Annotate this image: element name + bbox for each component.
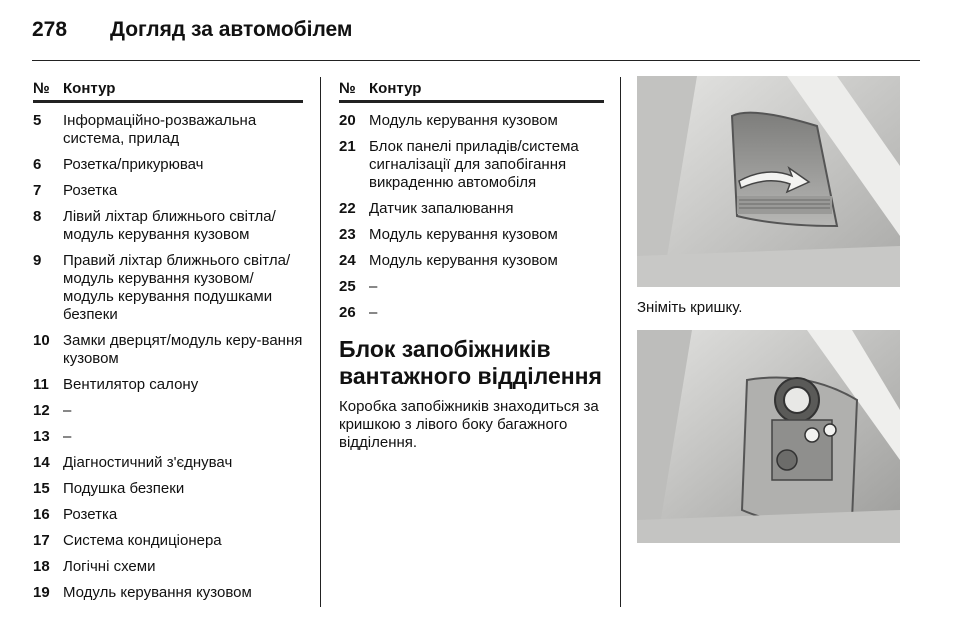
page-header — [32, 18, 352, 58]
fuse-table-1 — [33, 80, 303, 610]
circuit-name: Інформаційно-розважальна система, прилад — [63, 112, 257, 147]
fuse-number: 25 — [339, 278, 356, 295]
cargo-cover-illustration — [637, 76, 900, 287]
fuse-number: 13 — [33, 428, 50, 445]
table-row — [339, 252, 604, 270]
fuse-number: 9 — [33, 252, 42, 269]
fuse-number: 12 — [33, 402, 50, 419]
table-row — [33, 428, 303, 446]
circuit-name: Лівий ліхтар ближнього світла/модуль керування кузовом — [63, 208, 276, 243]
fuse-box-photo — [637, 330, 900, 543]
circuit-name: Діагностичний з'єднувач — [63, 454, 233, 471]
circuit-name: Розетка — [63, 506, 118, 523]
fuse-number: 17 — [33, 532, 50, 549]
column-header-number: № — [33, 80, 50, 97]
table-row — [33, 584, 303, 602]
fuse-table-2 — [339, 80, 604, 452]
page-title: Догляд за автомобілем — [110, 18, 353, 41]
fuse-number: 16 — [33, 506, 50, 523]
cargo-cover-photo — [637, 76, 900, 287]
table-row — [33, 112, 303, 148]
column-header-circuit: Контур — [369, 80, 422, 97]
table-header — [33, 80, 303, 103]
table-row — [33, 402, 303, 420]
column-header-number: № — [339, 80, 356, 97]
fuse-number: 5 — [33, 112, 42, 129]
table-row — [33, 156, 303, 174]
circuit-name: – — [63, 428, 72, 445]
table-row — [33, 506, 303, 524]
circuit-name: Модуль керування кузовом — [63, 584, 252, 601]
figure-caption: Зніміть кришку. — [637, 299, 743, 316]
fuse-number: 23 — [339, 226, 356, 243]
circuit-name: Датчик запалювання — [369, 200, 514, 217]
table-row — [339, 278, 604, 296]
fuse-number: 21 — [339, 138, 356, 155]
circuit-name: Система кондиціонера — [63, 532, 222, 549]
fuse-number: 20 — [339, 112, 356, 129]
circuit-name: Блок панелі приладів/система сигналізації для запобігання викраденню автомобіля — [369, 138, 579, 191]
circuit-name: – — [369, 278, 378, 295]
fuse-number: 10 — [33, 332, 50, 349]
table-row — [33, 480, 303, 498]
table-row — [339, 112, 604, 130]
column-header-circuit: Контур — [63, 80, 116, 97]
table-header — [339, 80, 604, 103]
section-title: Блок запобіжників вантажного відділення — [339, 336, 602, 389]
table-row — [339, 200, 604, 218]
circuit-name: Логічні схеми — [63, 558, 156, 575]
table-row — [33, 376, 303, 394]
circuit-name: Модуль керування кузовом — [369, 112, 558, 129]
fuse-number: 14 — [33, 454, 50, 471]
table-row — [33, 208, 303, 244]
fuse-number: 19 — [33, 584, 50, 601]
circuit-name: Подушка безпеки — [63, 480, 185, 497]
table-row — [339, 138, 604, 192]
fuse-number: 11 — [33, 376, 49, 393]
fuse-number: 8 — [33, 208, 42, 225]
table-row — [339, 226, 604, 244]
fuse-number: 22 — [339, 200, 356, 217]
table-row — [33, 182, 303, 200]
fuse-number: 26 — [339, 304, 356, 321]
circuit-name: Розетка/прикурювач — [63, 156, 204, 173]
column-divider — [320, 77, 321, 607]
table-row — [33, 454, 303, 472]
table-row — [339, 304, 604, 322]
fuse-number: 6 — [33, 156, 42, 173]
fuse-number: 7 — [33, 182, 42, 199]
section-paragraph: Коробка запобіжників знаходиться за кришкою з лівого боку багажного відділення. — [339, 398, 599, 451]
fuse-number: 24 — [339, 252, 356, 269]
fuse-box-illustration — [637, 330, 900, 543]
circuit-name: Розетка — [63, 182, 118, 199]
header-rule — [32, 60, 920, 61]
circuit-name: Правий ліхтар ближнього світла/модуль керування кузовом/модуль керування подушками безпеки — [63, 252, 291, 323]
circuit-name: – — [63, 402, 72, 419]
circuit-name: – — [369, 304, 378, 321]
fuse-number: 15 — [33, 480, 50, 497]
circuit-name: Модуль керування кузовом — [369, 226, 558, 243]
fuse-number: 18 — [33, 558, 50, 575]
figures-column — [637, 76, 901, 543]
table-row — [33, 532, 303, 550]
page-number: 278 — [32, 18, 68, 41]
table-row — [33, 332, 303, 368]
table-row — [33, 252, 303, 324]
table-row — [33, 558, 303, 576]
column-divider — [620, 77, 621, 607]
circuit-name: Замки дверцят/модуль керу-вання кузовом — [63, 332, 303, 367]
circuit-name: Вентилятор салону — [63, 376, 199, 393]
circuit-name: Модуль керування кузовом — [369, 252, 558, 269]
